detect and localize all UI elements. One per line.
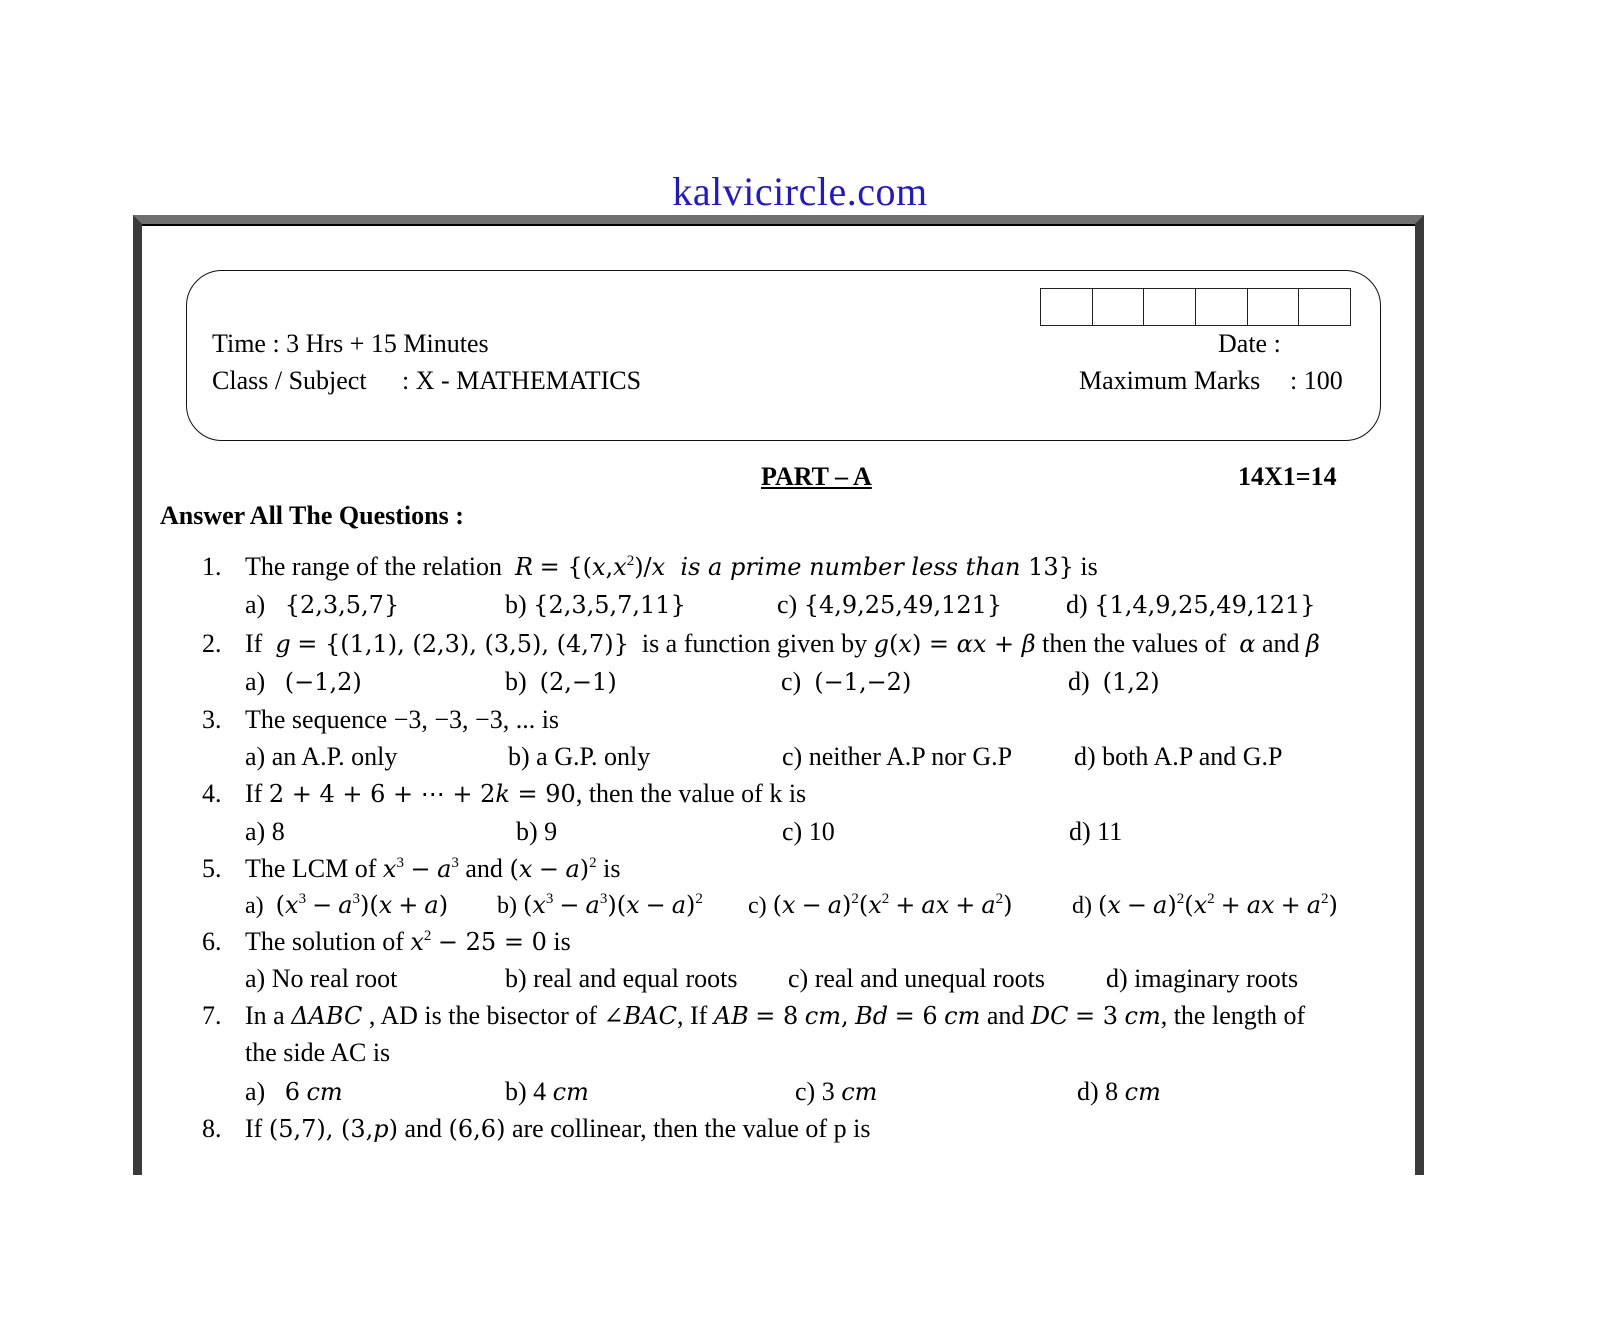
q3-option-b: b) a G.P. only (508, 742, 651, 771)
date-label: Date : (1218, 329, 1281, 358)
q1-option-d: d) {1,4,9,25,49,121} (1066, 590, 1316, 619)
question-5-text: The LCM of $x^3 - a^3$ and $(x - a)^2$ is (245, 854, 621, 883)
question-7-text: In a ΔABC , AD is the bisector of ∠BAC, If AB = 8 cm, Bd = 6 cm and DC = 3 cm, the length of (245, 1001, 1306, 1030)
register-cell (1144, 289, 1196, 325)
q3-option-a: a) an A.P. only (245, 742, 398, 771)
q3-option-d: d) both A.P and G.P (1074, 742, 1283, 771)
q4-option-a: a) 8 (245, 817, 285, 846)
q3-option-c: c) neither A.P nor G.P (782, 742, 1013, 771)
part-marks: 14X1=14 (1238, 462, 1337, 491)
q1-option-b: b) {2,3,5,7,11} (505, 590, 686, 619)
q2-option-c: c) (−1,−2) (781, 667, 912, 696)
question-3-text: The sequence −3, −3, −3, ... is (245, 705, 560, 734)
time-label: Time : 3 Hrs + 15 Minutes (212, 329, 489, 358)
register-cell (1248, 289, 1300, 325)
q4-option-c: c) 10 (782, 817, 835, 846)
question-2-text: If g = {(1,1), (2,3), (3,5), (4,7)} is a function given by g(x) = αx + β then the values of α and β (245, 629, 1320, 658)
q5-option-b: b) $(x^3 - a^3)(x - a)^2$ (497, 891, 703, 919)
q5-option-c: c) $(x - a)^2(x^2$ + ax + $a^2$) (748, 891, 1013, 919)
q2-option-a: a) (−1,2) (245, 667, 362, 696)
register-cell (1093, 289, 1145, 325)
class-subject-value: : X - MATHEMATICS (402, 366, 642, 395)
q7-option-a: a) 6 cm (245, 1077, 343, 1106)
question-4-text: If 2 + 4 + 6 + ⋯ + 2k = 90, then the value of k is (245, 779, 807, 808)
q4-option-d: d) 11 (1069, 817, 1123, 846)
q6-option-b: b) real and equal roots (505, 964, 738, 993)
q5-option-d: d) $(x - a)^2(x^2$ + ax + $a^2$) (1072, 891, 1338, 919)
part-title: PART – A (761, 462, 872, 491)
register-cell (1196, 289, 1248, 325)
question-7-number: 7. (202, 1001, 222, 1030)
question-3-number: 3. (202, 705, 222, 734)
q7-option-d: d) 8 cm (1077, 1077, 1161, 1106)
question-1-text: The range of the relation $R = \{(x,x^2)/x$ is a prime number less than 13} is (245, 552, 1098, 581)
q7-option-c: c) 3 cm (795, 1077, 878, 1106)
register-cell (1299, 289, 1350, 325)
question-7-text-line2: the side AC is (245, 1038, 391, 1067)
question-8-number: 8. (202, 1114, 222, 1143)
q5-option-a: a) $(x^3 - a^3)(x + a)$ (245, 891, 449, 919)
register-number-boxes (1040, 288, 1351, 326)
q6-option-c: c) real and unequal roots (788, 964, 1046, 993)
q1-option-a: a) {2,3,5,7} (245, 590, 400, 619)
q7-option-b: b) 4 cm (505, 1077, 589, 1106)
instruction: Answer All The Questions : (160, 501, 464, 530)
question-6-text: The solution of $x^2 - 25 = 0$ is (245, 927, 571, 956)
q1-option-c: c) {4,9,25,49,121} (777, 590, 1003, 619)
question-4-number: 4. (202, 779, 222, 808)
q2-option-b: b) (2,−1) (505, 667, 617, 696)
q6-option-a: a) No real root (245, 964, 398, 993)
q6-option-d: d) imaginary roots (1106, 964, 1299, 993)
question-5-number: 5. (202, 854, 222, 883)
site-title: kalvicircle.com (672, 169, 928, 214)
register-cell (1041, 289, 1093, 325)
max-marks-label: Maximum Marks (1079, 366, 1261, 395)
q2-option-d: d) (1,2) (1068, 667, 1160, 696)
question-1-number: 1. (202, 552, 222, 581)
frame-inner-line (142, 224, 1415, 226)
max-marks-value: : 100 (1290, 366, 1343, 395)
question-6-number: 6. (202, 927, 222, 956)
question-2-number: 2. (202, 629, 222, 658)
q4-option-b: b) 9 (516, 817, 558, 846)
question-8-text: If (5,7), (3,p) and (6,6) are collinear, then the value of p is (245, 1114, 871, 1143)
class-subject-label: Class / Subject (212, 366, 367, 395)
